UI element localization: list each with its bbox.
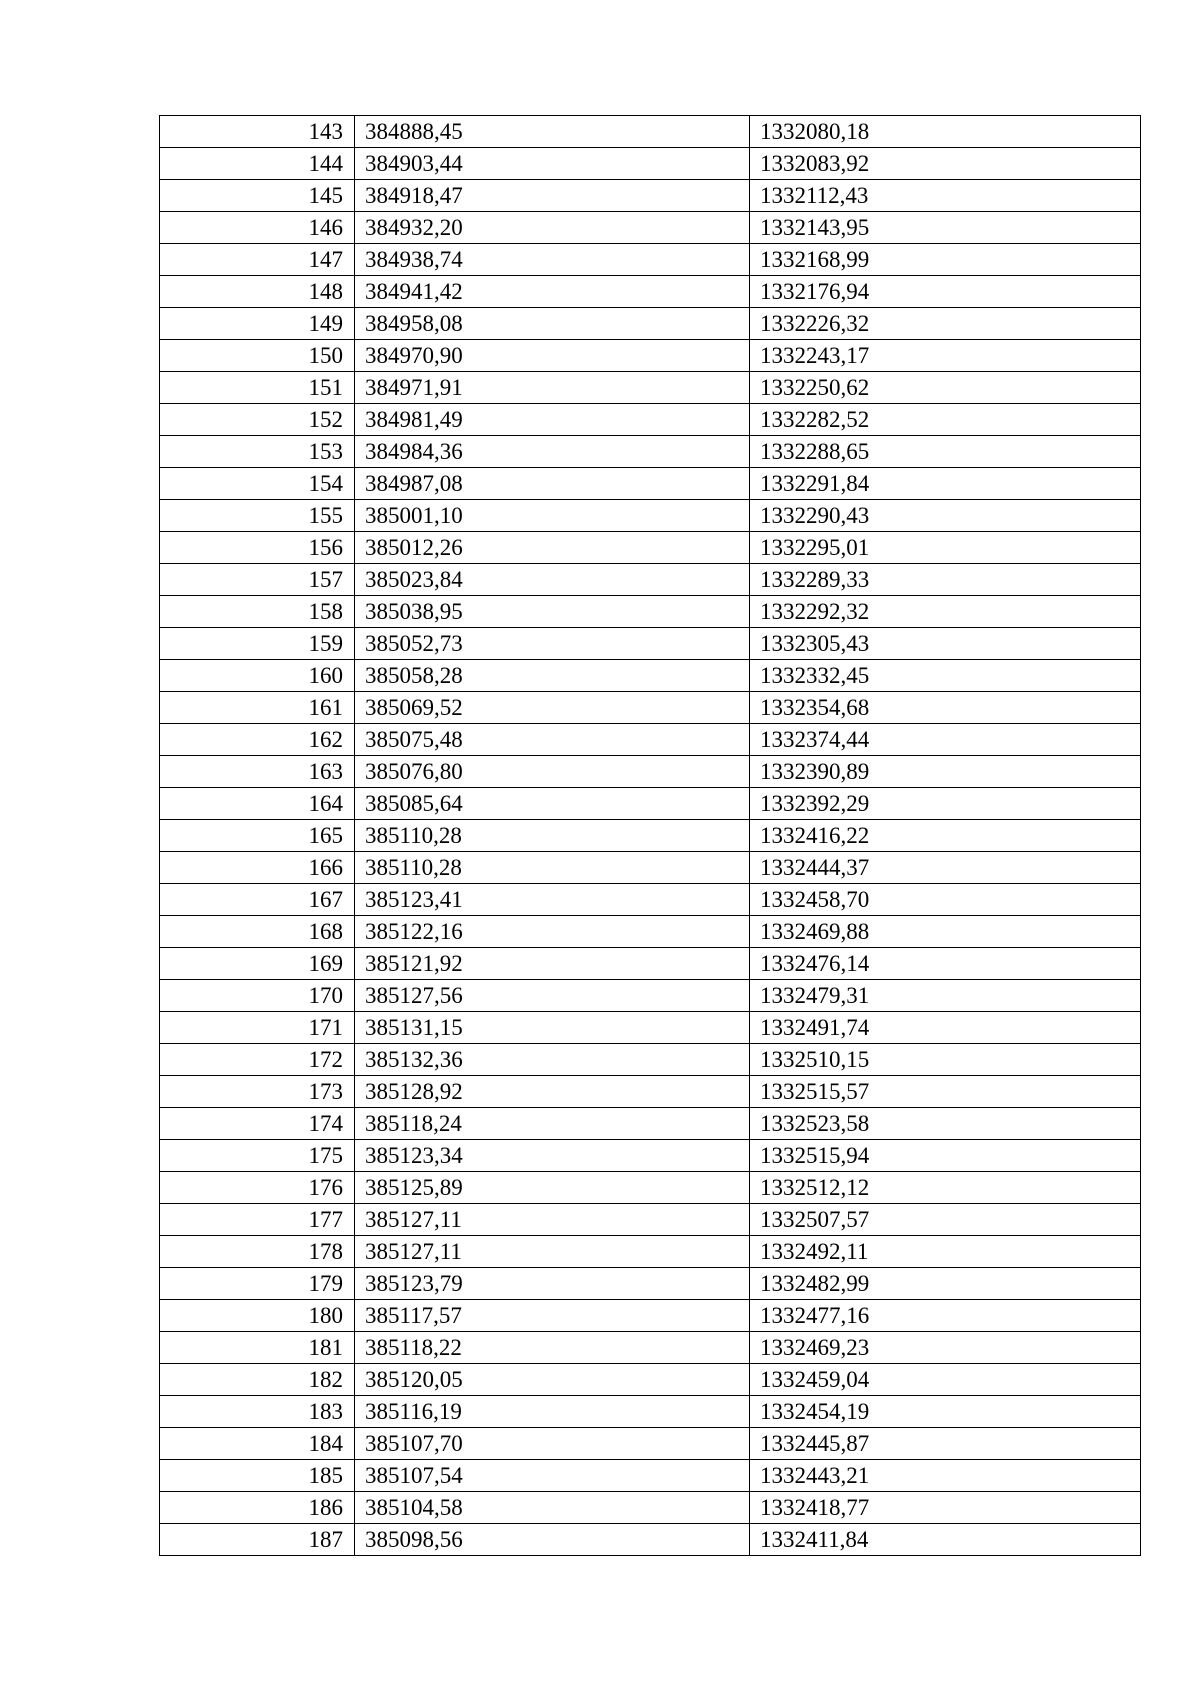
table-row xyxy=(160,852,1141,884)
x-coordinate-cell: 385110,28 xyxy=(355,820,750,852)
point-number-cell: 184 xyxy=(160,1428,355,1460)
table-row xyxy=(160,180,1141,212)
table-row xyxy=(160,1332,1141,1364)
y-coordinate-cell: 1332332,45 xyxy=(750,660,1141,692)
x-coordinate-cell: 385128,92 xyxy=(355,1076,750,1108)
table-row xyxy=(160,148,1141,180)
point-number-cell: 171 xyxy=(160,1012,355,1044)
point-number-cell: 148 xyxy=(160,276,355,308)
table-row xyxy=(160,756,1141,788)
y-coordinate-cell: 1332291,84 xyxy=(750,468,1141,500)
point-number-cell: 166 xyxy=(160,852,355,884)
y-coordinate-cell: 1332282,52 xyxy=(750,404,1141,436)
x-coordinate-cell: 385076,80 xyxy=(355,756,750,788)
y-coordinate-cell: 1332290,43 xyxy=(750,500,1141,532)
x-coordinate-cell: 385123,34 xyxy=(355,1140,750,1172)
point-number-cell: 181 xyxy=(160,1332,355,1364)
table-row xyxy=(160,1076,1141,1108)
point-number-cell: 165 xyxy=(160,820,355,852)
point-number-cell: 186 xyxy=(160,1492,355,1524)
x-coordinate-cell: 385023,84 xyxy=(355,564,750,596)
table-row xyxy=(160,884,1141,916)
table-row xyxy=(160,820,1141,852)
x-coordinate-cell: 384987,08 xyxy=(355,468,750,500)
point-number-cell: 154 xyxy=(160,468,355,500)
table-row xyxy=(160,372,1141,404)
x-coordinate-cell: 385123,41 xyxy=(355,884,750,916)
x-coordinate-cell: 385132,36 xyxy=(355,1044,750,1076)
y-coordinate-cell: 1332176,94 xyxy=(750,276,1141,308)
point-number-cell: 144 xyxy=(160,148,355,180)
y-coordinate-cell: 1332250,62 xyxy=(750,372,1141,404)
point-number-cell: 157 xyxy=(160,564,355,596)
table-row xyxy=(160,116,1141,148)
table-row xyxy=(160,1364,1141,1396)
table-row xyxy=(160,1236,1141,1268)
point-number-cell: 143 xyxy=(160,116,355,148)
table-row xyxy=(160,948,1141,980)
point-number-cell: 182 xyxy=(160,1364,355,1396)
y-coordinate-cell: 1332288,65 xyxy=(750,436,1141,468)
x-coordinate-cell: 385131,15 xyxy=(355,1012,750,1044)
point-number-cell: 147 xyxy=(160,244,355,276)
x-coordinate-cell: 384984,36 xyxy=(355,436,750,468)
table-row xyxy=(160,1460,1141,1492)
y-coordinate-cell: 1332445,87 xyxy=(750,1428,1141,1460)
x-coordinate-cell: 384932,20 xyxy=(355,212,750,244)
point-number-cell: 178 xyxy=(160,1236,355,1268)
x-coordinate-cell: 384970,90 xyxy=(355,340,750,372)
x-coordinate-cell: 385104,58 xyxy=(355,1492,750,1524)
y-coordinate-cell: 1332491,74 xyxy=(750,1012,1141,1044)
point-number-cell: 145 xyxy=(160,180,355,212)
table-row xyxy=(160,660,1141,692)
x-coordinate-cell: 384918,47 xyxy=(355,180,750,212)
y-coordinate-cell: 1332454,19 xyxy=(750,1396,1141,1428)
x-coordinate-cell: 385123,79 xyxy=(355,1268,750,1300)
x-coordinate-cell: 385110,28 xyxy=(355,852,750,884)
y-coordinate-cell: 1332479,31 xyxy=(750,980,1141,1012)
table-row xyxy=(160,436,1141,468)
x-coordinate-cell: 385118,24 xyxy=(355,1108,750,1140)
point-number-cell: 152 xyxy=(160,404,355,436)
table-row xyxy=(160,404,1141,436)
y-coordinate-cell: 1332416,22 xyxy=(750,820,1141,852)
point-number-cell: 176 xyxy=(160,1172,355,1204)
y-coordinate-cell: 1332523,58 xyxy=(750,1108,1141,1140)
point-number-cell: 156 xyxy=(160,532,355,564)
x-coordinate-cell: 385098,56 xyxy=(355,1524,750,1556)
point-number-cell: 174 xyxy=(160,1108,355,1140)
table-row xyxy=(160,212,1141,244)
x-coordinate-cell: 385107,54 xyxy=(355,1460,750,1492)
y-coordinate-cell: 1332512,12 xyxy=(750,1172,1141,1204)
x-coordinate-cell: 385127,56 xyxy=(355,980,750,1012)
y-coordinate-cell: 1332444,37 xyxy=(750,852,1141,884)
y-coordinate-cell: 1332477,16 xyxy=(750,1300,1141,1332)
table-row xyxy=(160,340,1141,372)
point-number-cell: 155 xyxy=(160,500,355,532)
table-row xyxy=(160,1108,1141,1140)
point-number-cell: 167 xyxy=(160,884,355,916)
y-coordinate-cell: 1332289,33 xyxy=(750,564,1141,596)
x-coordinate-cell: 384941,42 xyxy=(355,276,750,308)
point-number-cell: 162 xyxy=(160,724,355,756)
point-number-cell: 170 xyxy=(160,980,355,1012)
point-number-cell: 168 xyxy=(160,916,355,948)
table-row xyxy=(160,1044,1141,1076)
table-row xyxy=(160,980,1141,1012)
point-number-cell: 172 xyxy=(160,1044,355,1076)
point-number-cell: 149 xyxy=(160,308,355,340)
x-coordinate-cell: 385001,10 xyxy=(355,500,750,532)
point-number-cell: 187 xyxy=(160,1524,355,1556)
y-coordinate-cell: 1332515,94 xyxy=(750,1140,1141,1172)
table-row xyxy=(160,1428,1141,1460)
x-coordinate-cell: 385120,05 xyxy=(355,1364,750,1396)
y-coordinate-cell: 1332354,68 xyxy=(750,692,1141,724)
x-coordinate-cell: 385107,70 xyxy=(355,1428,750,1460)
y-coordinate-cell: 1332411,84 xyxy=(750,1524,1141,1556)
point-number-cell: 150 xyxy=(160,340,355,372)
table-row xyxy=(160,1204,1141,1236)
x-coordinate-cell: 385117,57 xyxy=(355,1300,750,1332)
x-coordinate-cell: 385012,26 xyxy=(355,532,750,564)
y-coordinate-cell: 1332305,43 xyxy=(750,628,1141,660)
y-coordinate-cell: 1332476,14 xyxy=(750,948,1141,980)
y-coordinate-cell: 1332168,99 xyxy=(750,244,1141,276)
x-coordinate-cell: 384971,91 xyxy=(355,372,750,404)
y-coordinate-cell: 1332392,29 xyxy=(750,788,1141,820)
coordinates-table-body xyxy=(160,116,1141,1556)
table-row xyxy=(160,628,1141,660)
point-number-cell: 175 xyxy=(160,1140,355,1172)
table-row xyxy=(160,308,1141,340)
y-coordinate-cell: 1332510,15 xyxy=(750,1044,1141,1076)
point-number-cell: 164 xyxy=(160,788,355,820)
x-coordinate-cell: 385121,92 xyxy=(355,948,750,980)
x-coordinate-cell: 384981,49 xyxy=(355,404,750,436)
y-coordinate-cell: 1332243,17 xyxy=(750,340,1141,372)
point-number-cell: 146 xyxy=(160,212,355,244)
point-number-cell: 151 xyxy=(160,372,355,404)
x-coordinate-cell: 385127,11 xyxy=(355,1236,750,1268)
x-coordinate-cell: 385038,95 xyxy=(355,596,750,628)
table-row xyxy=(160,1268,1141,1300)
y-coordinate-cell: 1332295,01 xyxy=(750,532,1141,564)
table-row xyxy=(160,1396,1141,1428)
y-coordinate-cell: 1332459,04 xyxy=(750,1364,1141,1396)
table-row xyxy=(160,1140,1141,1172)
table-row xyxy=(160,916,1141,948)
table-row xyxy=(160,1172,1141,1204)
y-coordinate-cell: 1332080,18 xyxy=(750,116,1141,148)
table-row xyxy=(160,1524,1141,1556)
table-row xyxy=(160,724,1141,756)
table-row xyxy=(160,244,1141,276)
table-row xyxy=(160,596,1141,628)
x-coordinate-cell: 384903,44 xyxy=(355,148,750,180)
x-coordinate-cell: 384938,74 xyxy=(355,244,750,276)
x-coordinate-cell: 385116,19 xyxy=(355,1396,750,1428)
y-coordinate-cell: 1332083,92 xyxy=(750,148,1141,180)
y-coordinate-cell: 1332458,70 xyxy=(750,884,1141,916)
y-coordinate-cell: 1332515,57 xyxy=(750,1076,1141,1108)
point-number-cell: 183 xyxy=(160,1396,355,1428)
table-row xyxy=(160,1300,1141,1332)
x-coordinate-cell: 385052,73 xyxy=(355,628,750,660)
point-number-cell: 177 xyxy=(160,1204,355,1236)
table-row xyxy=(160,788,1141,820)
x-coordinate-cell: 385122,16 xyxy=(355,916,750,948)
point-number-cell: 160 xyxy=(160,660,355,692)
x-coordinate-cell: 385125,89 xyxy=(355,1172,750,1204)
point-number-cell: 179 xyxy=(160,1268,355,1300)
table-row xyxy=(160,500,1141,532)
table-row xyxy=(160,564,1141,596)
table-row xyxy=(160,1492,1141,1524)
point-number-cell: 185 xyxy=(160,1460,355,1492)
point-number-cell: 158 xyxy=(160,596,355,628)
table-row xyxy=(160,532,1141,564)
y-coordinate-cell: 1332443,21 xyxy=(750,1460,1141,1492)
x-coordinate-cell: 385069,52 xyxy=(355,692,750,724)
y-coordinate-cell: 1332390,89 xyxy=(750,756,1141,788)
y-coordinate-cell: 1332418,77 xyxy=(750,1492,1141,1524)
y-coordinate-cell: 1332374,44 xyxy=(750,724,1141,756)
y-coordinate-cell: 1332507,57 xyxy=(750,1204,1141,1236)
y-coordinate-cell: 1332226,32 xyxy=(750,308,1141,340)
x-coordinate-cell: 384888,45 xyxy=(355,116,750,148)
point-number-cell: 153 xyxy=(160,436,355,468)
table-row xyxy=(160,1012,1141,1044)
y-coordinate-cell: 1332492,11 xyxy=(750,1236,1141,1268)
point-number-cell: 159 xyxy=(160,628,355,660)
x-coordinate-cell: 385085,64 xyxy=(355,788,750,820)
x-coordinate-cell: 384958,08 xyxy=(355,308,750,340)
point-number-cell: 173 xyxy=(160,1076,355,1108)
y-coordinate-cell: 1332112,43 xyxy=(750,180,1141,212)
x-coordinate-cell: 385075,48 xyxy=(355,724,750,756)
x-coordinate-cell: 385118,22 xyxy=(355,1332,750,1364)
point-number-cell: 161 xyxy=(160,692,355,724)
table-row xyxy=(160,692,1141,724)
y-coordinate-cell: 1332292,32 xyxy=(750,596,1141,628)
y-coordinate-cell: 1332143,95 xyxy=(750,212,1141,244)
point-number-cell: 163 xyxy=(160,756,355,788)
x-coordinate-cell: 385058,28 xyxy=(355,660,750,692)
point-number-cell: 180 xyxy=(160,1300,355,1332)
y-coordinate-cell: 1332469,23 xyxy=(750,1332,1141,1364)
coordinates-table xyxy=(159,115,1141,1556)
point-number-cell: 169 xyxy=(160,948,355,980)
table-row xyxy=(160,468,1141,500)
x-coordinate-cell: 385127,11 xyxy=(355,1204,750,1236)
y-coordinate-cell: 1332469,88 xyxy=(750,916,1141,948)
table-row xyxy=(160,276,1141,308)
y-coordinate-cell: 1332482,99 xyxy=(750,1268,1141,1300)
